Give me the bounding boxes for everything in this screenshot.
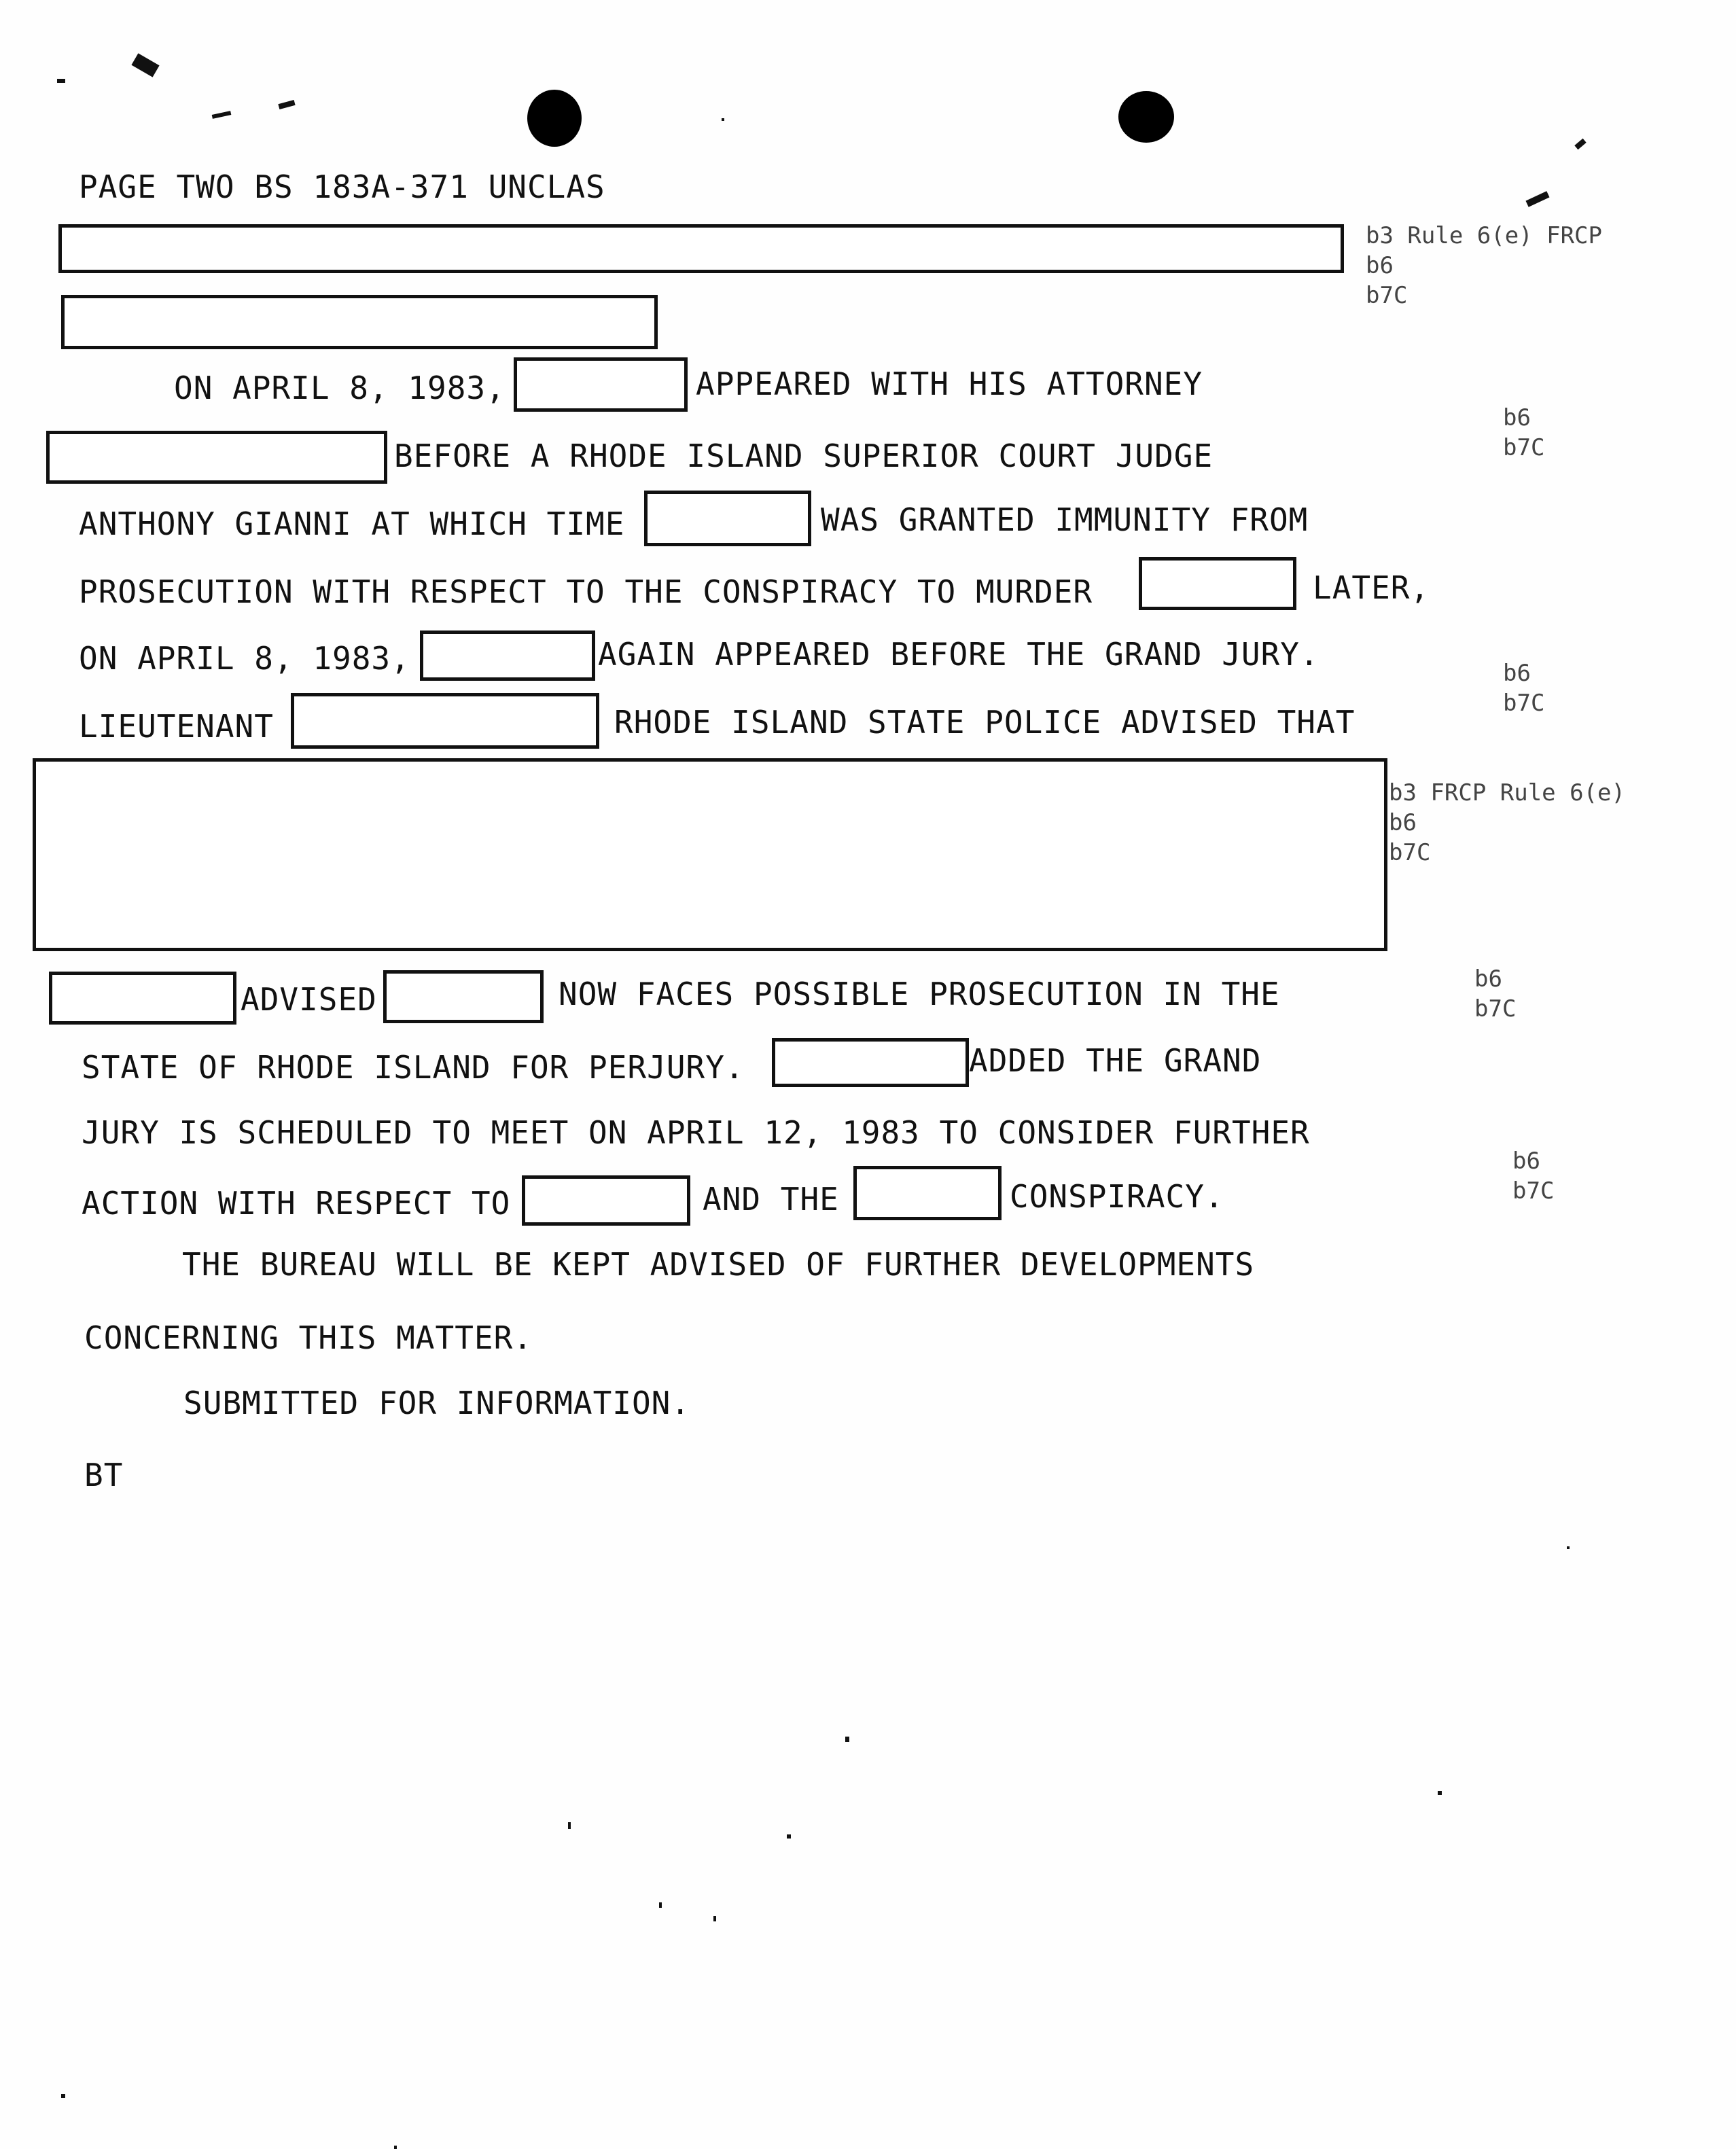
scan-speck <box>722 118 724 121</box>
redaction-box <box>58 224 1344 273</box>
body-text-line: LATER, <box>1313 569 1430 606</box>
body-text-line: SUBMITTED FOR INFORMATION. <box>183 1385 691 1421</box>
scan-speck <box>713 1916 716 1921</box>
scan-speck <box>659 1902 662 1908</box>
body-text-line: CONSPIRACY. <box>1010 1178 1224 1215</box>
body-text-line: THE BUREAU WILL BE KEPT ADVISED OF FURTHER DEVELOPMENTS <box>182 1246 1255 1283</box>
body-text-line: NOW FACES POSSIBLE PROSECUTION IN THE <box>559 976 1280 1012</box>
redaction-box <box>772 1038 969 1087</box>
body-text-line: ACTION WITH RESPECT TO <box>82 1185 511 1222</box>
body-text-line: ADDED THE GRAND <box>969 1042 1262 1079</box>
exemption-code: b6 <box>1366 252 1394 279</box>
body-text-line: AND THE <box>703 1181 839 1218</box>
scan-speck <box>278 100 295 109</box>
scan-speck <box>845 1737 849 1742</box>
scan-speck <box>787 1834 791 1839</box>
exemption-code: b7C <box>1512 1177 1555 1205</box>
exemption-code: b7C <box>1474 995 1517 1023</box>
body-text-line: RHODE ISLAND STATE POLICE ADVISED THAT <box>614 704 1356 741</box>
redaction-box <box>46 431 387 484</box>
scan-speck <box>1438 1791 1442 1795</box>
scan-speck <box>1525 191 1549 207</box>
redaction-box <box>61 295 658 349</box>
body-text-line: ADVISED <box>241 981 377 1018</box>
punch-hole-left <box>527 90 582 147</box>
scan-speck <box>212 111 232 119</box>
redaction-block <box>33 758 1387 951</box>
body-text-line: BT <box>84 1457 124 1493</box>
redaction-box <box>644 491 811 546</box>
redaction-box <box>514 357 688 412</box>
redaction-box <box>420 631 595 681</box>
exemption-code: b3 FRCP Rule 6(e) <box>1389 779 1625 806</box>
scan-speck <box>568 1822 571 1829</box>
exemption-code: b7C <box>1503 690 1545 717</box>
exemption-code: b6 <box>1474 965 1502 993</box>
page-header: PAGE TWO BS 183A-371 UNCLAS <box>79 168 605 205</box>
body-text-line: CONCERNING THIS MATTER. <box>84 1319 533 1356</box>
exemption-code: b7C <box>1503 434 1545 461</box>
redaction-box <box>1139 557 1296 610</box>
exemption-code: b6 <box>1503 660 1531 687</box>
body-text-line: ON APRIL 8, 1983, <box>174 370 506 406</box>
exemption-code: b6 <box>1503 404 1531 431</box>
redaction-box <box>291 693 599 749</box>
exemption-code: b6 <box>1512 1148 1540 1175</box>
scan-speck <box>131 53 159 77</box>
body-text-line: AGAIN APPEARED BEFORE THE GRAND JURY. <box>598 636 1319 673</box>
scan-speck <box>57 79 65 83</box>
exemption-code: b7C <box>1366 282 1408 309</box>
redaction-box <box>853 1166 1002 1220</box>
body-text-line: LIEUTENANT <box>79 708 274 745</box>
punch-hole-right <box>1118 91 1174 143</box>
body-text-line: JURY IS SCHEDULED TO MEET ON APRIL 12, 1983 TO CONSIDER FURTHER <box>82 1114 1310 1151</box>
scan-speck <box>1567 1546 1570 1549</box>
exemption-code: b7C <box>1389 839 1431 866</box>
body-text-line: BEFORE A RHODE ISLAND SUPERIOR COURT JUDGE <box>394 438 1214 474</box>
body-text-line: ANTHONY GIANNI AT WHICH TIME <box>79 505 625 542</box>
body-text-line: STATE OF RHODE ISLAND FOR PERJURY. <box>82 1049 745 1086</box>
redaction-box <box>522 1175 690 1226</box>
scan-speck <box>1574 139 1586 149</box>
scan-speck <box>61 2094 65 2098</box>
body-text-line: WAS GRANTED IMMUNITY FROM <box>821 501 1309 538</box>
body-text-line: PROSECUTION WITH RESPECT TO THE CONSPIRACY TO MURDER <box>79 573 1093 610</box>
redaction-box <box>49 972 236 1025</box>
exemption-code: b3 Rule 6(e) FRCP <box>1366 222 1602 249</box>
scan-speck <box>394 2146 397 2149</box>
redaction-box <box>383 970 544 1023</box>
body-text-line: ON APRIL 8, 1983, <box>79 640 410 677</box>
exemption-code: b6 <box>1389 809 1417 836</box>
body-text-line: APPEARED WITH HIS ATTORNEY <box>696 366 1203 402</box>
